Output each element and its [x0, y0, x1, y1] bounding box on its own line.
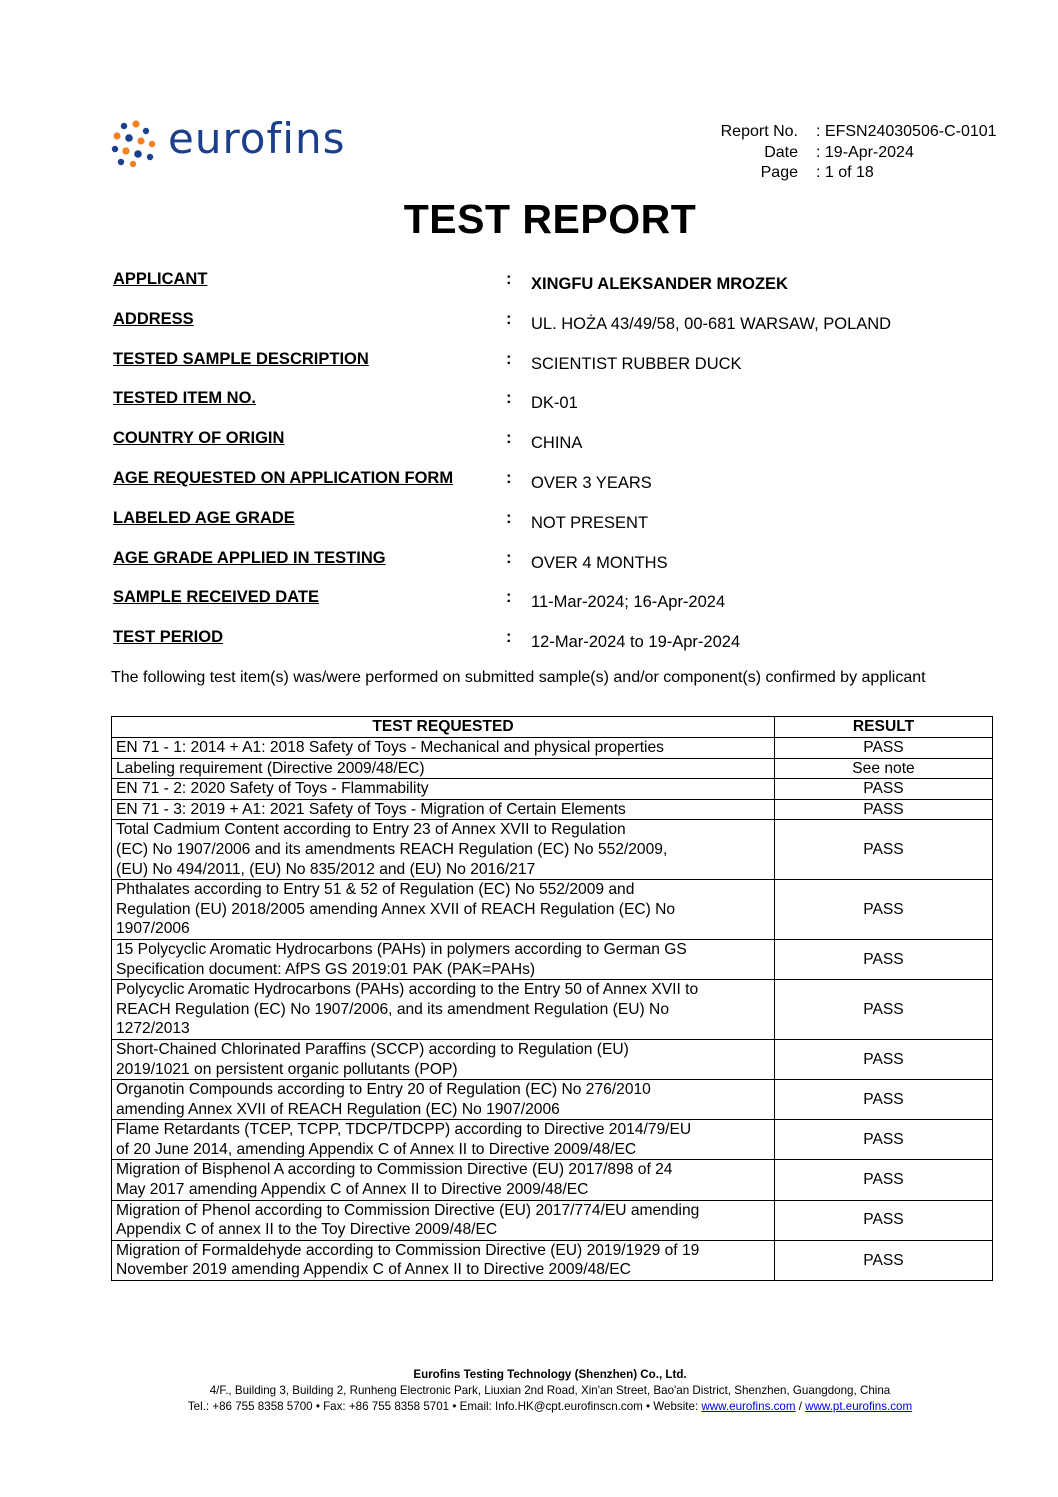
table-row: [112, 980, 993, 1040]
meta-value: : 1 of 18: [816, 164, 874, 181]
footer-separator: /: [795, 1400, 806, 1413]
field-row: [113, 310, 1013, 350]
test-line: November 2019 amending Appendix C of Annex II to Directive 2009/48/EC: [116, 1261, 631, 1279]
result-cell: PASS: [775, 1080, 993, 1120]
test-line: Specification document: AfPS GS 2019:01 PAK (PAK=PAHs): [116, 960, 536, 978]
test-line: Phthalates according to Entry 51 & 52 of Regulation (EC) No 552/2009 and: [116, 881, 635, 899]
test-line: Polycyclic Aromatic Hydrocarbons (PAHs) according to the Entry 50 of Annex XVII to: [116, 981, 699, 999]
eurofins-logo: [110, 112, 350, 172]
meta-label: Date: [764, 143, 798, 161]
table-row: [112, 1240, 993, 1280]
result-cell: PASS: [775, 1120, 993, 1160]
field-label: APPLICANT: [113, 270, 208, 288]
field-value: DK-01: [531, 394, 578, 413]
test-line: REACH Regulation (EC) No 1907/2006, and its amendment Regulation (EU) No: [116, 1000, 669, 1018]
test-line: Migration of Formaldehyde according to Commission Directive (EU) 2019/1929 of 19: [116, 1241, 700, 1259]
field-label: TESTED ITEM NO.: [113, 389, 257, 408]
test-line: Appendix C of annex II to the Toy Directive 2009/48/EC: [116, 1221, 498, 1239]
field-row: [113, 469, 1013, 509]
result-cell: PASS: [775, 779, 993, 800]
test-line: May 2017 amending Appendix C of Annex II to Directive 2009/48/EC: [116, 1181, 589, 1199]
page-footer: [0, 1367, 1058, 1415]
test-line: EN 71 - 1: 2014 + A1: 2018 Safety of Toys - Mechanical and physical properties: [116, 739, 664, 756]
field-row: [113, 350, 1013, 390]
test-requested-cell: [112, 1240, 775, 1280]
meta-row: [700, 143, 997, 164]
field-value: UL. HOŻA 43/49/58, 00-681 WARSAW, POLAND: [531, 314, 892, 333]
table-row: [112, 939, 993, 979]
table-row: [112, 880, 993, 940]
eurofins-wordmark: eurofins: [168, 114, 346, 163]
test-line: 2019/1021 on persistent organic pollutants (POP): [116, 1060, 458, 1078]
meta-value: : 19-Apr-2024: [816, 143, 914, 161]
table-row: [112, 779, 993, 800]
field-label: AGE GRADE APPLIED IN TESTING: [113, 548, 386, 567]
field-colon: :: [506, 628, 512, 647]
test-requested-cell: [112, 820, 775, 880]
test-requested-cell: [112, 1080, 775, 1120]
test-requested-cell: [112, 939, 775, 979]
field-colon: :: [506, 468, 512, 487]
meta-row: [700, 122, 997, 143]
test-line: 15 Polycyclic Aromatic Hydrocarbons (PAHs) in polymers according to German GS: [116, 940, 687, 958]
meta-row: [700, 163, 997, 184]
test-line: Organotin Compounds according to Entry 20 of Regulation (EC) No 276/2010: [116, 1081, 651, 1099]
test-requested-cell: [112, 758, 775, 779]
result-cell: PASS: [775, 939, 993, 979]
result-cell: PASS: [775, 1039, 993, 1079]
result-cell: PASS: [775, 880, 993, 940]
page-title: TEST REPORT: [403, 196, 697, 242]
field-value: SCIENTIST RUBBER DUCK: [531, 354, 742, 373]
field-value: CHINA: [531, 434, 583, 453]
test-line: of 20 June 2014, amending Appendix C of Annex II to Directive 2009/48/EC: [116, 1140, 637, 1158]
field-label: TEST PERIOD: [113, 628, 224, 647]
footer-company: Eurofins Testing Technology (Shenzhen) Co., Ltd.: [413, 1368, 687, 1381]
test-requested-cell: [112, 779, 775, 800]
test-line: amending Annex XVII of REACH Regulation (EC) No 1907/2006: [116, 1100, 560, 1118]
test-line: 1272/2013: [116, 1020, 190, 1038]
result-cell: See note: [775, 758, 993, 779]
intro-text: The following test item(s) was/were performed on submitted sample(s) and/or component(s) confirmed by applicant: [111, 669, 926, 686]
meta-label: Page: [760, 164, 798, 181]
result-cell: PASS: [775, 820, 993, 880]
test-requested-cell: [112, 980, 775, 1040]
table-header-row: [112, 717, 993, 738]
result-cell: PASS: [775, 738, 993, 759]
field-label: SAMPLE RECEIVED DATE: [113, 588, 319, 607]
header-test-requested: TEST REQUESTED: [112, 717, 775, 738]
table-row: [112, 758, 993, 779]
test-line: Migration of Bisphenol A according to Commission Directive (EU) 2017/898 of 24: [116, 1161, 673, 1179]
test-line: 1907/2006: [116, 920, 190, 938]
field-value: 12-Mar-2024 to 19-Apr-2024: [531, 633, 741, 652]
footer-address: 4/F., Building 3, Building 2, Runheng Electronic Park, Liuxian 2nd Road, Xin'an Street, Bao'an District, Shenzhen, Guangdong, China: [209, 1384, 891, 1397]
result-cell: PASS: [775, 799, 993, 820]
test-line: EN 71 - 3: 2019 + A1: 2021 Safety of Toys - Migration of Certain Elements: [116, 800, 626, 818]
header-result: RESULT: [775, 717, 993, 738]
test-line: (EU) No 494/2011, (EU) No 835/2012 and (EU) No 2016/217: [116, 860, 536, 878]
field-row: [113, 429, 1013, 469]
test-line: Labeling requirement (Directive 2009/48/EC): [116, 759, 425, 777]
test-line: (EC) No 1907/2006 and its amendments REACH Regulation (EC) No 552/2009,: [116, 840, 668, 858]
field-row: [113, 389, 1013, 429]
test-requested-cell: [112, 1039, 775, 1079]
field-colon: :: [506, 429, 512, 448]
test-line: Flame Retardants (TCEP, TCPP, TDCP/TDCPP) according to Directive 2014/79/EU: [116, 1121, 692, 1139]
table-row: [112, 738, 993, 759]
table-row: [112, 1120, 993, 1160]
field-label: COUNTRY OF ORIGIN: [113, 429, 285, 448]
test-requested-cell: [112, 1200, 775, 1240]
table-row: [112, 1200, 993, 1240]
report-fields: [113, 270, 1013, 668]
website-link-pt-eurofins[interactable]: www.pt.eurofins.com: [805, 1400, 913, 1413]
test-line: EN 71 - 2: 2020 Safety of Toys - Flammability: [116, 780, 429, 798]
field-colon: :: [506, 508, 512, 527]
test-requested-cell: [112, 880, 775, 940]
eurofins-dots-icon: [110, 118, 160, 168]
test-requested-cell: [112, 1120, 775, 1160]
test-results-table: [111, 716, 993, 1281]
table-row: [112, 1039, 993, 1079]
field-row: [113, 588, 1013, 628]
result-cell: PASS: [775, 1240, 993, 1280]
test-line: Regulation (EU) 2018/2005 amending Annex XVII of REACH Regulation (EC) No: [116, 900, 676, 918]
website-link-eurofins[interactable]: www.eurofins.com: [701, 1400, 796, 1413]
footer-contact-text: Tel.: +86 755 8358 5700 • Fax: +86 755 8358 5701 • Email: Info.HK@cpt.eurofinscn.com • Website:: [187, 1400, 702, 1413]
field-label: TESTED SAMPLE DESCRIPTION: [113, 349, 369, 368]
field-colon: :: [506, 588, 512, 607]
field-row: [113, 628, 1013, 668]
table-row: [112, 1080, 993, 1120]
field-row: [113, 270, 1013, 310]
meta-label: Report No.: [720, 123, 798, 140]
field-label: LABELED AGE GRADE: [113, 508, 295, 527]
field-colon: :: [506, 309, 512, 328]
table-row: [112, 799, 993, 820]
result-cell: PASS: [775, 1200, 993, 1240]
field-label: AGE REQUESTED ON APPLICATION FORM: [113, 468, 454, 487]
field-value: XINGFU ALEKSANDER MROZEK: [531, 275, 788, 293]
test-line: Short-Chained Chlorinated Paraffins (SCCP) according to Regulation (EU): [116, 1040, 629, 1058]
field-label: ADDRESS: [113, 309, 194, 328]
test-requested-cell: [112, 738, 775, 759]
test-line: Migration of Phenol according to Commission Directive (EU) 2017/774/EU amending: [116, 1201, 700, 1219]
field-colon: :: [506, 349, 512, 368]
result-cell: PASS: [775, 1160, 993, 1200]
field-colon: :: [506, 270, 512, 288]
test-line: Total Cadmium Content according to Entry 23 of Annex XVII to Regulation: [116, 821, 626, 839]
field-value: 11-Mar-2024; 16-Apr-2024: [531, 593, 726, 612]
field-row: [113, 509, 1013, 549]
field-row: [113, 549, 1013, 589]
footer-contact: [0, 1399, 1058, 1415]
test-requested-cell: [112, 1160, 775, 1200]
table-row: [112, 1160, 993, 1200]
result-cell: PASS: [775, 980, 993, 1040]
field-colon: :: [506, 389, 512, 408]
field-colon: :: [506, 548, 512, 567]
table-row: [112, 820, 993, 880]
field-value: NOT PRESENT: [531, 513, 649, 532]
test-requested-cell: [112, 799, 775, 820]
field-value: OVER 3 YEARS: [531, 473, 652, 492]
report-meta: [700, 122, 997, 184]
field-value: OVER 4 MONTHS: [531, 553, 668, 572]
meta-value: : EFSN24030506-C-0101: [816, 123, 997, 140]
